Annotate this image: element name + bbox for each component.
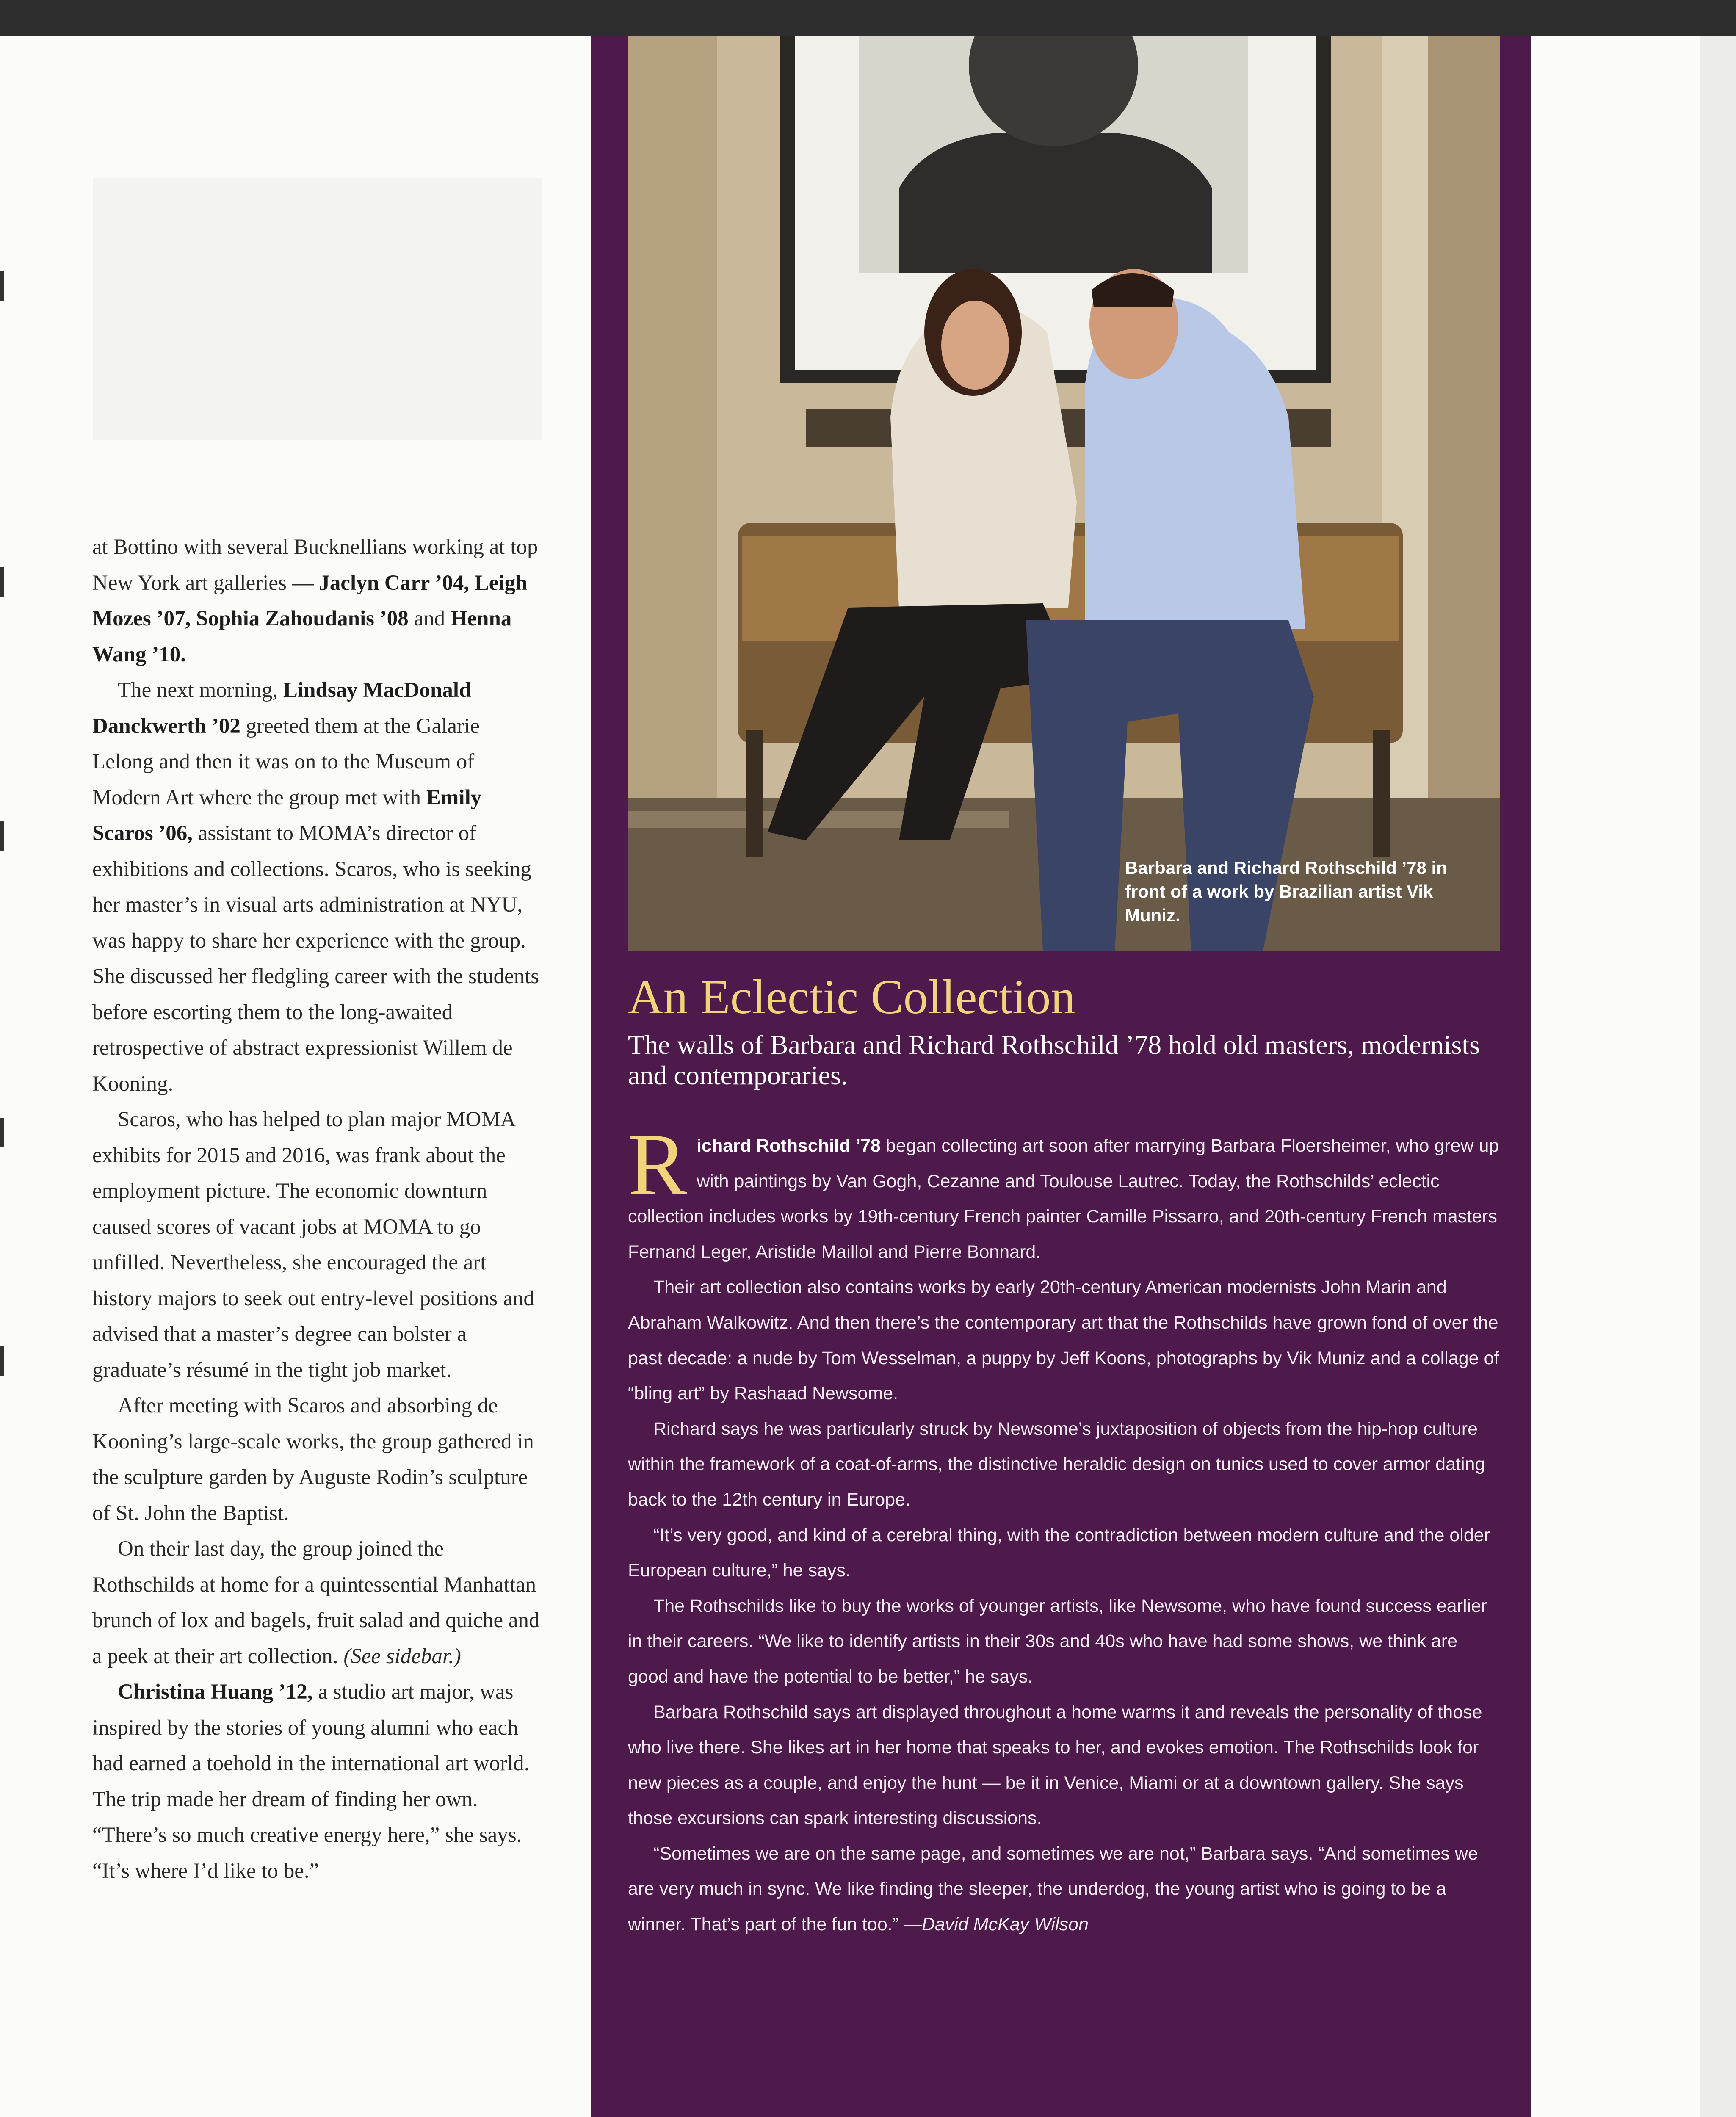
article-text: a studio art major, was inspired by the stories of young alumni who each had earned a toehold in the international art world. The trip made her dream of finding her own. “There’s so much creative energy here,” she says. “It’s where I’d like to be.” xyxy=(92,1680,530,1883)
alumni-name: Lindsay MacDonald Danckwerth ’02 xyxy=(92,678,471,738)
lead-name: ichard Rothschild ’78 xyxy=(697,1136,881,1156)
photo-caption: Barbara and Richard Rothschild ’78 in front of a work by Brazilian artist Vik Muniz. xyxy=(1125,858,1447,925)
article-text: greeted them at the Galarie Lelong and then it was on to the Museum of Modern Art where the group met with xyxy=(92,714,480,810)
scan-top-border xyxy=(0,0,1736,36)
byline: —David McKay Wilson xyxy=(903,1914,1089,1935)
left-edge-mark xyxy=(0,821,4,851)
scan-right-border xyxy=(1700,36,1736,2117)
drop-cap: R xyxy=(628,1116,688,1214)
left-edge-mark xyxy=(0,1118,4,1147)
article-paragraph xyxy=(92,1674,541,1889)
sidebar-paragraph: The Rothschilds like to buy the works of younger artists, like Newsome, who have found success earlier in their careers. “We like to identify artists in their 30s and 40s who have had some shows, we think are good and have the potential to be better,” he says. xyxy=(628,1595,1487,1687)
rothschild-photo xyxy=(628,36,1500,951)
article-text: Scaros, who has helped to plan major MOMA exhibits for 2015 and 2016, was frank about the employment picture. The economic downturn caused scores of vacant jobs at MOMA to go unfilled. Nevertheless, she encouraged the art history majors to seek out entry-level positions and advised that a master’s degree can bolster a graduate’s résumé in the tight job market. xyxy=(92,1108,534,1382)
alumni-name: Emily Scaros ’06, xyxy=(92,785,482,845)
sidebar-subtitle: The walls of Barbara and Richard Rothschild ’78 hold old masters, modernists and contemporaries. xyxy=(628,1030,1480,1090)
alumni-name: Christina Huang ’12, xyxy=(118,1680,313,1704)
sidebar-paragraph: Richard says he was particularly struck by Newsome’s juxtaposition of objects from the hip-hop culture within the framework of a coat-of-arms, the distinctive heraldic design on tunics used to cover armor dating back to the 12th century in Europe. xyxy=(628,1418,1485,1510)
sidebar-paragraph: “It’s very good, and kind of a cerebral thing, with the contradiction between modern culture and the older European culture,” he says. xyxy=(628,1525,1490,1581)
lead-text: began collecting art soon after marrying Barbara Floersheimer, who grew up with paintings by Van Gogh, Cezanne and Toulouse Lautrec. Today, the Rothschilds’ eclectic collection includes works by 19th-century French painter Camille Pissarro, and 20th-century French masters Fernand Leger, Aristide Maillol and Pierre Bonnard. xyxy=(628,1136,1499,1262)
article-text: assistant to MOMA’s director of exhibitions and collections. Scaros, who is seeking her master’s in visual arts administration at NYU, was happy to share her experience with the group. She discussed her fledgling career with the students before escorting them to the long-awaited retrospective of abstract expressionist Willem de Kooning. xyxy=(92,821,539,1096)
show-through-shadow xyxy=(93,178,542,440)
article-paragraph xyxy=(92,672,541,1102)
sidebar-paragraph: Their art collection also contains works by early 20th-century American modernists John Marin and Abraham Walkowitz. And then there’s the contemporary art that the Rothschilds have grown fond of over the past decade: a nude by Tom Wesselman, a puppy by Jeff Koons, photographs by Vik Muniz and a collage of “bling art” by Rashaad Newsome. xyxy=(628,1277,1499,1404)
photo-illustration xyxy=(628,36,1500,951)
article-text: at Bottino with several Bucknellians working at top New York art galleries — xyxy=(92,535,538,595)
article-column xyxy=(92,529,541,2117)
article-text: The next morning, xyxy=(118,678,283,702)
left-edge-mark xyxy=(0,567,4,597)
sidebar-paragraph: Barbara Rothschild says art displayed throughout a home warms it and reveals the personality of those who live there. She likes art in her home that speaks to her, and evokes emotion. The Rothschilds look for new pieces as a couple, and enjoy the hunt — be it in Venice, Miami or at a downtown gallery. She says those excursions can spark interesting discussions. xyxy=(628,1702,1482,1829)
alumni-name: Jaclyn Carr ’04, Leigh Mozes ’07, Sophia Zahoudanis ’08 xyxy=(92,571,528,630)
article-paragraph xyxy=(92,529,541,672)
article-paragraph xyxy=(92,1102,541,1388)
sidebar-reference: (See sidebar.) xyxy=(343,1644,461,1668)
sidebar-title: An Eclectic Collection xyxy=(628,970,1075,1024)
article-text: After meeting with Scaros and absorbing de Kooning’s large-scale works, the group gathered in the sculpture garden by Auguste Rodin’s sculpture of St. John the Baptist. xyxy=(92,1394,534,1525)
sidebar-box xyxy=(591,36,1531,2117)
article-text: and xyxy=(408,607,451,630)
article-paragraph xyxy=(92,1388,541,1531)
final-text: “Sometimes we are on the same page, and sometimes we are not,” Barbara says. “And sometimes we are very much in sync. We like finding the sleeper, the underdog, the young artist who is going to be a winner. That’s part of the fun too.” xyxy=(628,1843,1478,1935)
left-edge-mark xyxy=(0,271,4,301)
article-paragraph xyxy=(92,1531,541,1674)
sidebar-lead-paragraph xyxy=(628,1116,1500,1270)
sidebar-body xyxy=(628,1116,1500,1943)
sidebar-final-paragraph xyxy=(628,1836,1500,1943)
alumni-name: Henna Wang ’10. xyxy=(92,607,512,666)
article-text: On their last day, the group joined the Rothschilds at home for a quintessential Manhattan brunch of lox and bagels, fruit salad and quiche and a peek at their art collection. xyxy=(92,1537,540,1668)
left-edge-mark xyxy=(0,1346,4,1376)
